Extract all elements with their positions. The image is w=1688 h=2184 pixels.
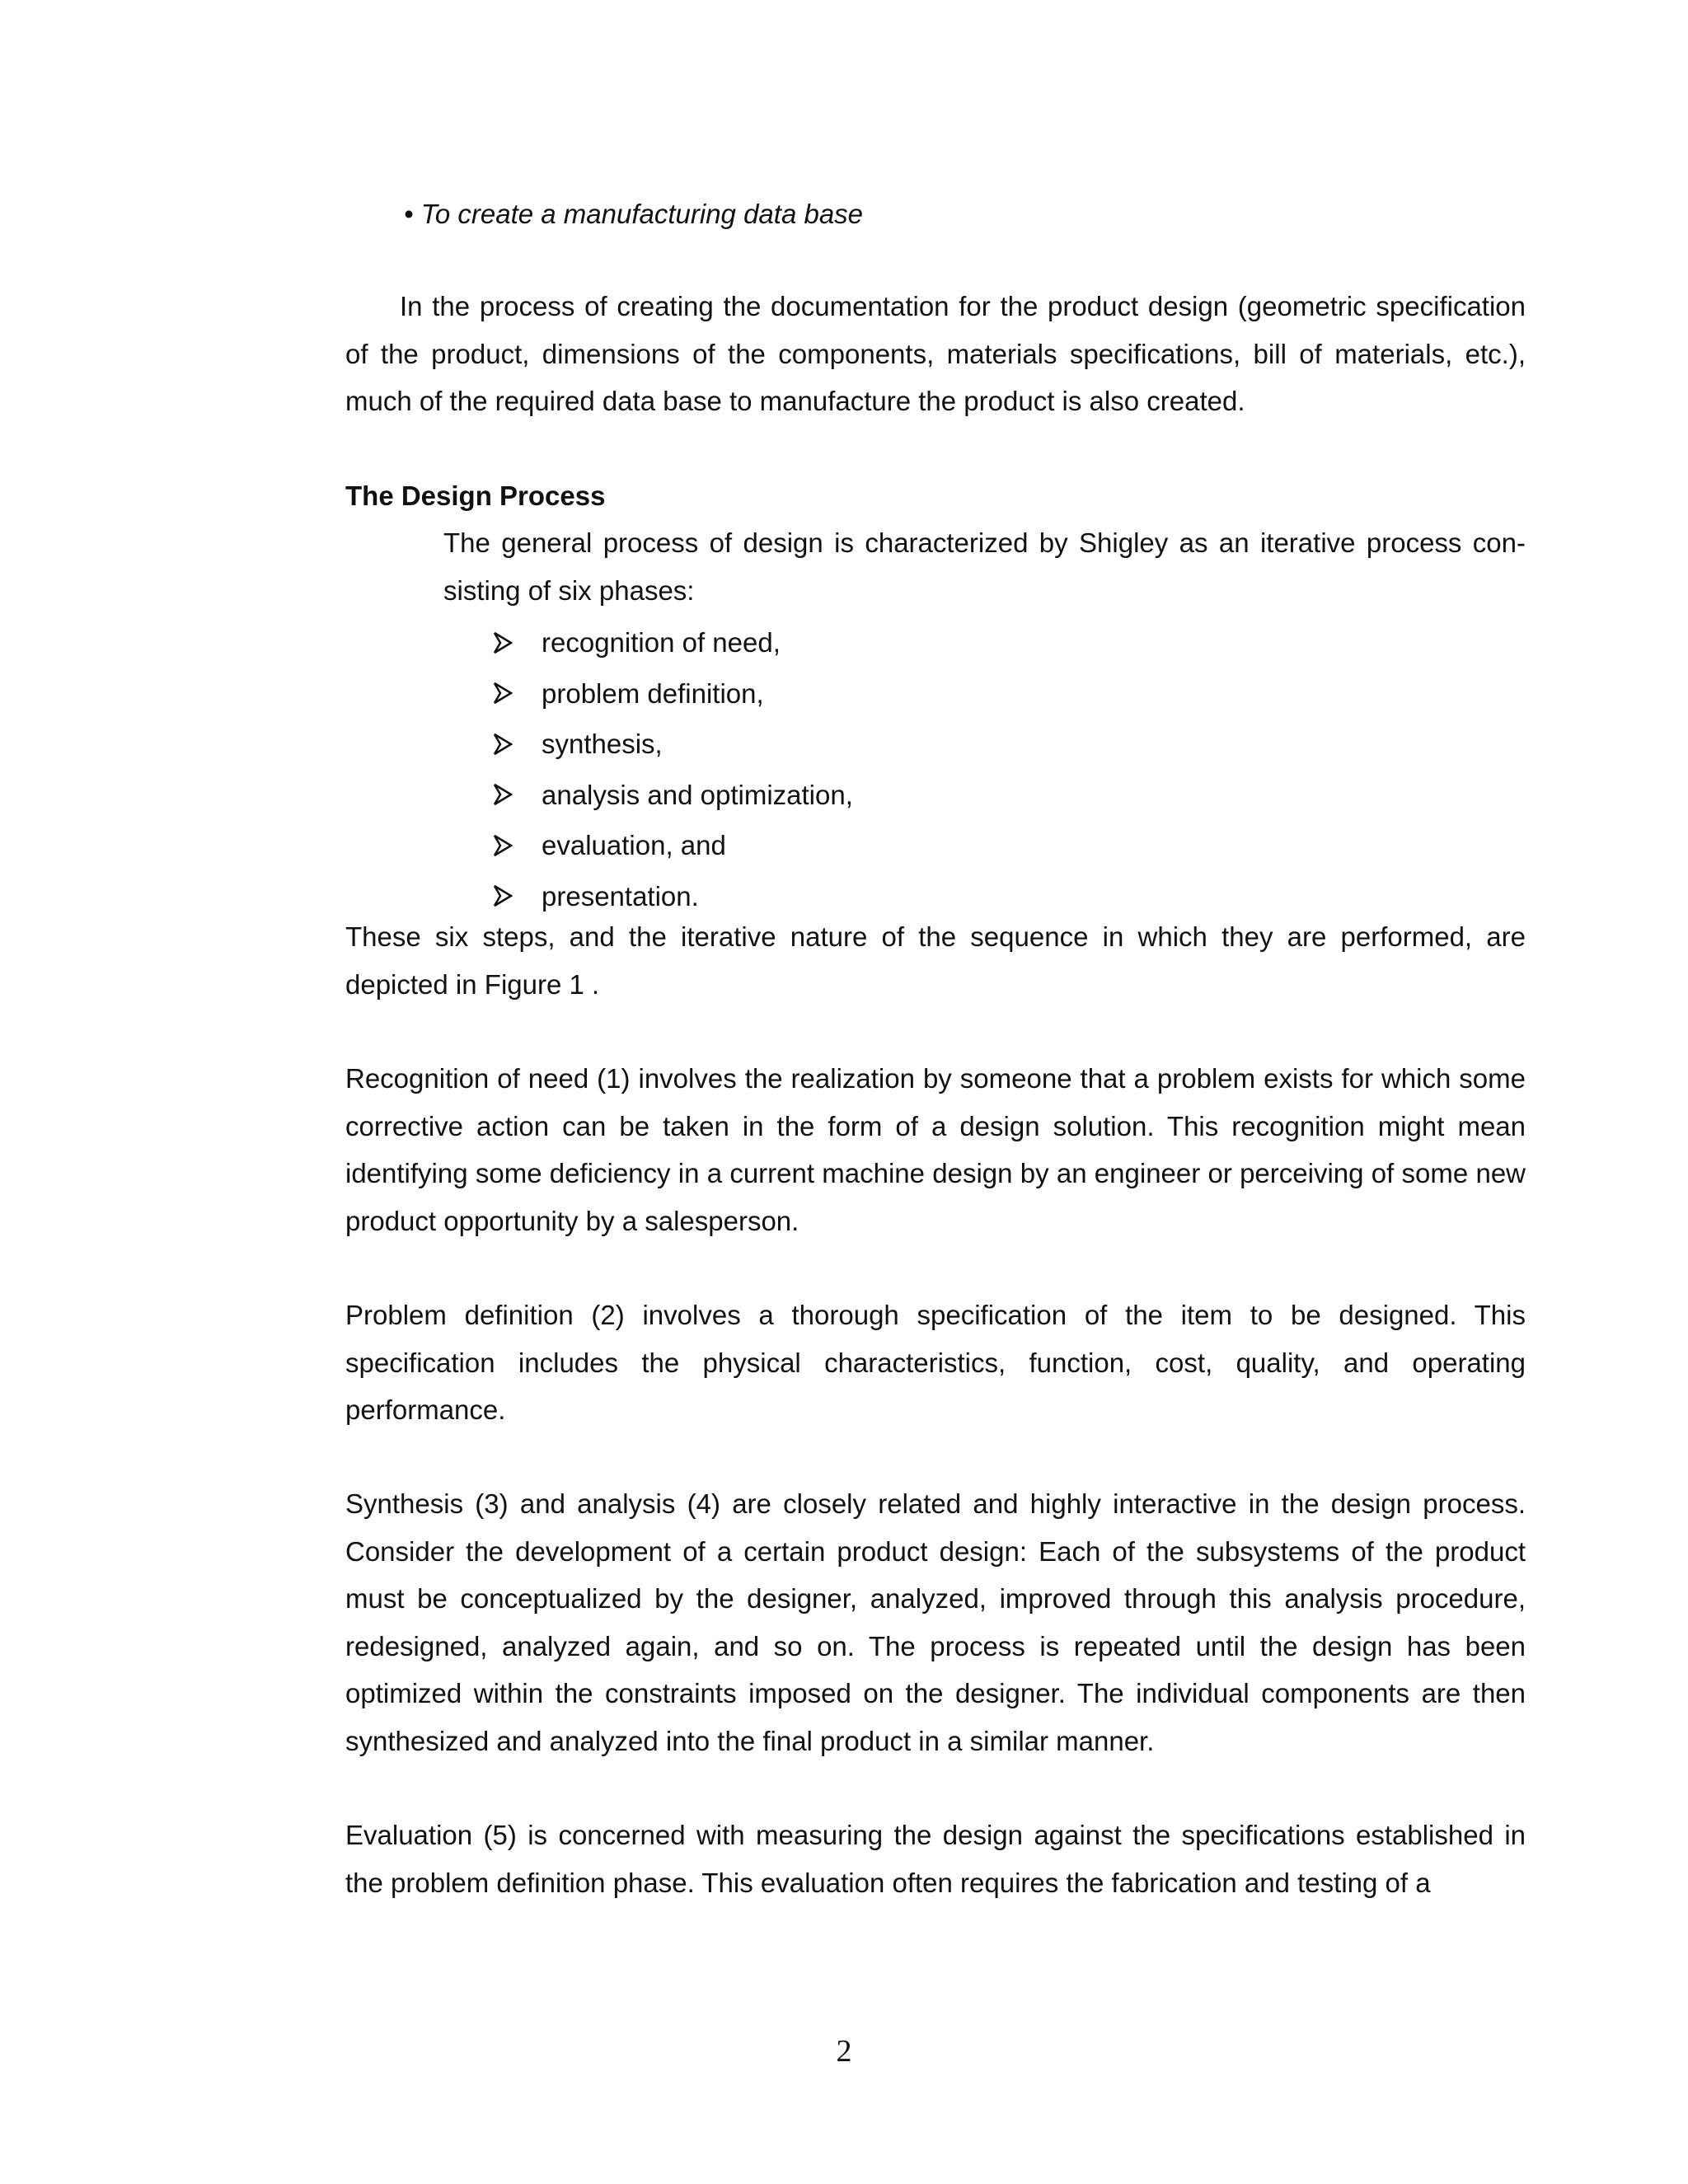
paragraph-synthesis-analysis: Synthesis (3) and analysis (4) are closely related and highly interactive in the design process. Consider the development of a certain product design: Each of the subsystems of the product must be conceptualized by the designer, analyzed, improved through this analysis procedure, redesigned, analyzed again, and so on. The process is repeated until the design has been optimized within the constraints imposed on the designer. The individual components are then synthesized and analyzed into the final product in a similar manner. <box>345 1488 1526 1756</box>
section-intro: The general process of design is characterized by Shigley as an iterative process con-sisting of six phases: <box>443 527 1526 606</box>
paragraph-problem-definition: Problem definition (2) involves a thorough specification of the item to be designed. This specification includes the physical characteristics, function, cost, quality, and operating performance. <box>345 1300 1526 1425</box>
paragraph-recognition: Recognition of need (1) involves the realization by someone that a problem exists for which some corrective action can be taken in the form of a design solution. This recognition might mean identifying some deficiency in a current machine design by an engineer or perceiving of some new product opportunity by a salesperson. <box>345 1063 1526 1236</box>
list-item <box>493 617 853 668</box>
design-phase-list <box>493 617 853 921</box>
paragraph-documentation: In the process of creating the documentation for the product design (geometric specification of the product, dimensions of the components, materials specifications, bill of materials, etc.), much of the required data base to manufacture the product is also created. <box>345 291 1526 416</box>
arrowhead-bullet-icon <box>493 630 542 655</box>
list-item <box>493 770 853 821</box>
phase-label: synthesis, <box>542 729 663 759</box>
arrowhead-bullet-icon <box>493 681 542 705</box>
page-number: 2 <box>836 2034 852 2069</box>
list-item <box>493 820 853 871</box>
phase-label: evaluation, and <box>542 830 726 860</box>
paragraph-evaluation: Evaluation (5) is concerned with measuring the design against the specifications established in the problem definition phase. This evaluation often requires the fabrication and testing of a <box>345 1820 1526 1898</box>
arrowhead-bullet-icon <box>493 883 542 908</box>
list-item <box>493 719 853 770</box>
phase-label: presentation. <box>542 880 699 912</box>
arrowhead-bullet-icon <box>493 833 542 858</box>
intro-bullet-item: • To create a manufacturing data base <box>404 199 864 229</box>
list-item <box>493 668 853 719</box>
phase-label: problem definition, <box>542 677 764 709</box>
section-heading: The Design Process <box>345 480 606 511</box>
arrowhead-bullet-icon <box>493 732 542 757</box>
phase-label: analysis and optimization, <box>542 779 853 810</box>
arrowhead-bullet-icon <box>493 782 542 807</box>
paragraph-after-list: These six steps, and the iterative nature of the sequence in which they are performed, are depicted in Figure 1 . <box>345 921 1526 1000</box>
phase-label: recognition of need, <box>542 627 781 658</box>
